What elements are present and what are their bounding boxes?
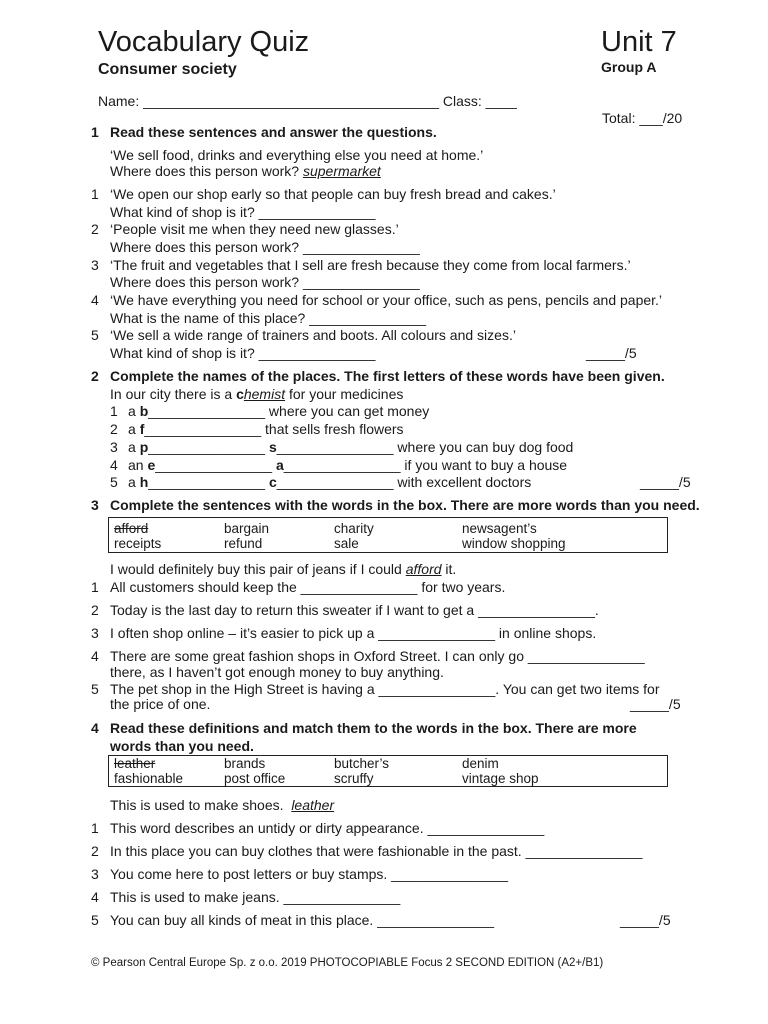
item-text[interactable]: You can buy all kinds of meat in this place. _______________ [110, 912, 494, 928]
word-box-item: receipts [114, 536, 162, 551]
item-number: 3 [91, 625, 99, 641]
item-number: 3 [91, 257, 99, 273]
item-number: 2 [91, 843, 99, 859]
item-number: 3 [91, 866, 99, 882]
item-text[interactable]: The pet shop in the High Street is having a _______________. You can get two items for [110, 681, 660, 697]
item-number: 5 [91, 912, 99, 928]
word-box [108, 517, 668, 553]
item-answer-line[interactable]: What is the name of this place? _______________ [110, 310, 427, 326]
word-box-item: afford [114, 521, 149, 536]
item-question: ‘People visit me when they need new glasses.’ [110, 221, 399, 237]
section-2-example: In our city there is a chemist for your medicines [110, 386, 404, 402]
name-class-line[interactable]: Name: ______________________________________ Class: ____ [98, 93, 517, 109]
item-number: 2 [91, 602, 99, 618]
item-text[interactable]: This word describes an untidy or dirty appearance. _______________ [110, 820, 545, 836]
item-number: 5 [91, 681, 99, 697]
item-text[interactable]: In this place you can buy clothes that were fashionable in the past. _______________ [110, 843, 643, 859]
item-answer-line[interactable]: What kind of shop is it? _______________ [110, 345, 376, 361]
item-number: 1 [91, 820, 99, 836]
item-text-continued: there, as I haven’t got enough money to buy anything. [110, 664, 444, 680]
word-box-item: refund [224, 536, 263, 551]
section-2-score: _____/5 [640, 474, 691, 490]
item-text[interactable]: This is used to make jeans. _______________ [110, 889, 401, 905]
item-number: 4 [110, 457, 118, 473]
word-box [108, 755, 668, 787]
item-number: 1 [91, 579, 99, 595]
item-text-continued: the price of one. [110, 696, 211, 712]
item-number: 4 [91, 292, 99, 308]
item-number: 5 [110, 474, 118, 490]
section-4-example: This is used to make shoes. leather [110, 797, 335, 813]
item-number: 2 [91, 221, 99, 237]
section-number: 2 [91, 368, 99, 384]
item-text[interactable]: an e_______________ a_______________ if you want to buy a house [128, 457, 568, 473]
word-box-item: sale [334, 536, 359, 551]
item-question: ‘We have everything you need for school or your office, such as pens, pencils and paper.’ [110, 292, 663, 308]
section-3-example: I would definitely buy this pair of jeans if I could afford it. [110, 561, 457, 577]
unit-label: Unit 7 [601, 26, 677, 58]
example-question: ‘We sell food, drinks and everything else you need at home.’ [110, 147, 484, 163]
word-box-item: brands [224, 756, 266, 771]
section-4-score: _____/5 [620, 912, 671, 928]
quiz-title: Vocabulary Quiz [98, 26, 310, 58]
example-answer: supermarket [302, 163, 381, 179]
example-prompt: Where does this person work? supermarket [110, 163, 381, 179]
word-box-item: newsagent’s [462, 521, 537, 536]
section-2-instruction: Complete the names of the places. The first letters of these words have been given. [110, 368, 665, 384]
total-score: Total: ___/20 [602, 110, 683, 126]
item-number: 3 [110, 439, 118, 455]
item-text[interactable]: a b_______________ where you can get money [128, 403, 430, 419]
example-answer: leather [291, 797, 335, 813]
section-1-score: _____/5 [586, 345, 637, 361]
section-3-instruction: Complete the sentences with the words in the box. There are more words than you need. [110, 497, 700, 513]
item-number: 4 [91, 889, 99, 905]
section-number: 3 [91, 497, 99, 513]
item-question: ‘We sell a wide range of trainers and boots. All colours and sizes.’ [110, 327, 516, 343]
word-box-item: window shopping [462, 536, 566, 551]
item-answer-line[interactable]: What kind of shop is it? _______________ [110, 204, 376, 220]
word-box-item: post office [224, 771, 286, 786]
section-number: 1 [91, 124, 99, 140]
word-box-item: bargain [224, 521, 270, 536]
word-box-item: leather [114, 756, 156, 771]
section-1-instruction: Read these sentences and answer the questions. [110, 124, 437, 140]
item-number: 4 [91, 648, 99, 664]
item-answer-line[interactable]: Where does this person work? _______________ [110, 274, 420, 290]
item-text[interactable]: All customers should keep the _______________ for two years. [110, 579, 506, 595]
section-3-score: _____/5 [630, 696, 681, 712]
item-number: 1 [91, 186, 99, 202]
item-text[interactable]: a p_______________ s_______________ where you can buy dog food [128, 439, 574, 455]
item-number: 5 [91, 327, 99, 343]
word-box-item: butcher’s [334, 756, 390, 771]
item-text[interactable]: a h_______________ c_______________ with excellent doctors [128, 474, 532, 490]
item-question: ‘We open our shop early so that people can buy fresh bread and cakes.’ [110, 186, 556, 202]
item-text[interactable]: You come here to post letters or buy stamps. _______________ [110, 866, 508, 882]
footer-copyright: © Pearson Central Europe Sp. z o.o. 2019 PHOTOCOPIABLE Focus 2 SECOND EDITION (A2+/B1) [91, 957, 604, 969]
group-label: Group A [601, 59, 657, 75]
example-answer: hemist [243, 386, 286, 402]
item-text[interactable]: a f_______________ that sells fresh flowers [128, 421, 404, 437]
item-text[interactable]: There are some great fashion shops in Oxford Street. I can only go _______________ [110, 648, 645, 664]
section-number: 4 [91, 720, 99, 736]
quiz-subtitle: Consumer society [98, 61, 237, 78]
section-4-instruction: Read these definitions and match them to the words in the box. There are more [110, 720, 637, 736]
section-4-instruction-continued: words than you need. [110, 738, 254, 754]
item-text[interactable]: I often shop online – it’s easier to pick up a _______________ in online shops. [110, 625, 597, 641]
word-box-item: denim [462, 756, 499, 771]
item-question: ‘The fruit and vegetables that I sell are fresh because they come from local farmers.’ [110, 257, 631, 273]
item-text[interactable]: Today is the last day to return this sweater if I want to get a _______________. [110, 602, 599, 618]
word-box-item: scruffy [334, 771, 374, 786]
example-answer: afford [405, 561, 442, 577]
item-number: 1 [110, 403, 118, 419]
word-box-item: vintage shop [462, 771, 539, 786]
item-number: 2 [110, 421, 118, 437]
word-box-item: fashionable [114, 771, 184, 786]
item-answer-line[interactable]: Where does this person work? _______________ [110, 239, 420, 255]
word-box-item: charity [334, 521, 374, 536]
